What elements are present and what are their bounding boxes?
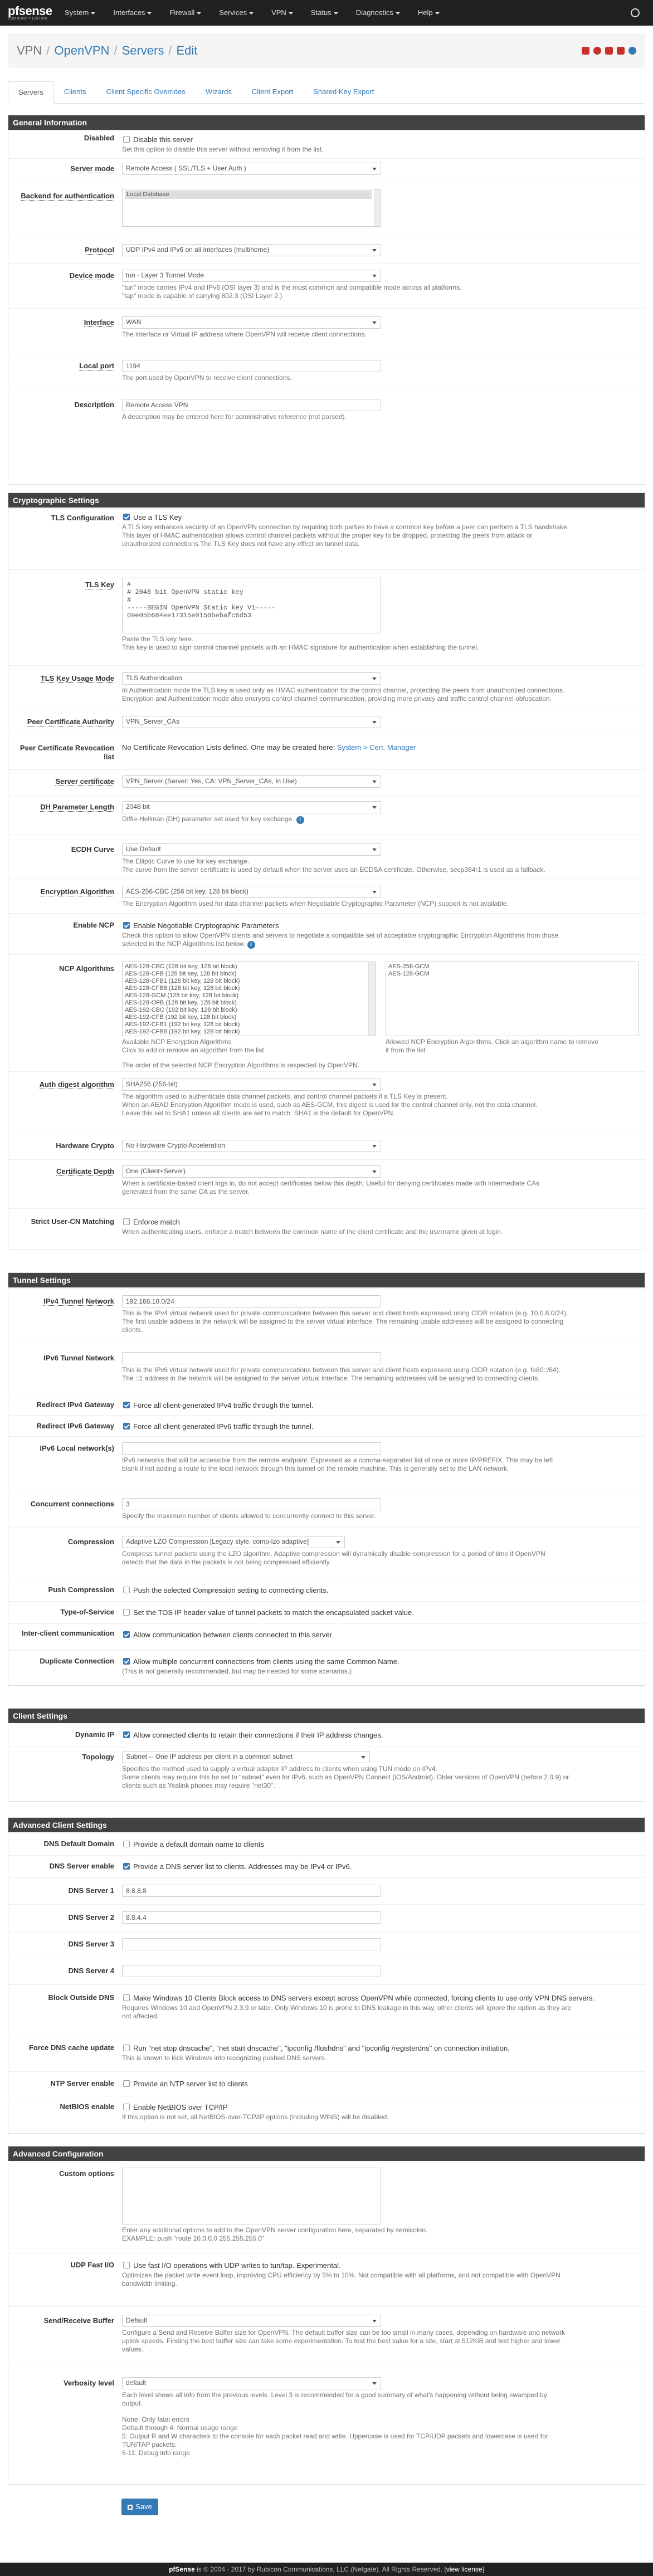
crl-text: No Certificate Revocation Lists defined. One may be created here: xyxy=(122,743,337,752)
peer-ca-label: Peer Certificate Authority xyxy=(27,718,114,726)
help-text: If this option is not set, all NetBIOS-over-TCP/IP options (including WINS) will be disabled. xyxy=(122,2113,389,2121)
footer-copyright: is © 2004 - 2017 by Rubicon Communications, LLC (Netgate). All Rights Reserved. [ xyxy=(194,2565,446,2573)
caret-down-icon xyxy=(197,12,201,14)
save-icon xyxy=(128,2505,133,2510)
description-input[interactable] xyxy=(122,399,381,411)
scrollbar[interactable] xyxy=(368,962,375,1036)
save-button[interactable]: Save xyxy=(121,2499,158,2515)
help-text: This key is used to sign control channel packets with an HMAC signature for authentication when establishing the tunnel. xyxy=(122,643,479,651)
view-license-link[interactable]: view license xyxy=(446,2565,483,2573)
server-mode-select[interactable]: Remote Access ( SSL/TLS + User Auth ) xyxy=(122,163,381,175)
peer-crl-label: Peer Certificate Revocation list xyxy=(20,744,114,761)
interface-label: Interface xyxy=(84,318,114,326)
device-mode-select[interactable]: tun - Layer 3 Tunnel Mode xyxy=(122,270,381,282)
help-text: Default through 4: Normal usage range xyxy=(122,2424,238,2432)
ipv4-tunnel-label: IPv4 Tunnel Network xyxy=(43,1297,114,1305)
help-icon[interactable] xyxy=(628,47,636,55)
help-text: This layer of HMAC authentication allows control channel packets without the proper key to be dropped, protecting the peers from attack or xyxy=(122,531,533,539)
help-text: A description may be entered here for administrative reference (not parsed). xyxy=(122,413,347,421)
caret-down-icon xyxy=(334,12,338,14)
server-certificate-label: Server certificate xyxy=(55,777,114,786)
ipv6-local-network-label: IPv6 Local network(s) xyxy=(40,1444,114,1452)
caret-down-icon xyxy=(396,12,400,14)
hardware-crypto-label: Hardware Crypto xyxy=(56,1141,114,1150)
server-mode-label: Server mode xyxy=(70,164,114,173)
sliders-icon[interactable] xyxy=(582,47,589,55)
dns-server-4-label: DNS Server 4 xyxy=(68,1967,114,1975)
compression-label: Compression xyxy=(67,1538,114,1546)
client-settings-panel xyxy=(8,1708,645,1802)
block-outside-dns-checkbox[interactable]: Make Windows 10 Clients Block access to DNS servers except across OpenVPN while connected, forcing clients to use only VPN DNS servers. xyxy=(122,1994,639,2002)
help-text: The Encryption Algorithm used for data channel packets when Negotiable Cryptographic Parameter (NCP) support is not available. xyxy=(122,900,509,908)
ipv6-tunnel-input[interactable] xyxy=(122,1352,381,1364)
dns-server-1-label: DNS Server 1 xyxy=(68,1886,114,1895)
caret-down-icon xyxy=(147,12,152,14)
ncp-allowed-option[interactable]: AES-128-GCM xyxy=(388,970,430,977)
help-text: values. xyxy=(122,2345,144,2353)
help-text: The first usable address in the network will be assigned to the server virtual interface. The remaining usable addresses will be assigned to connecting xyxy=(122,1318,564,1325)
help-text: The order of the selected NCP Encryption Algorithms is respected by OpenVPN. xyxy=(122,1061,359,1069)
backend-label: Backend for authentication xyxy=(21,192,114,200)
tab-clients[interactable]: Clients xyxy=(64,87,86,96)
caret-down-icon xyxy=(91,12,95,14)
netbios-enable-checkbox[interactable]: Enable NetBIOS over TCP/IP xyxy=(122,2103,639,2111)
panel-title: Advanced Configuration xyxy=(8,2146,645,2161)
auth-digest-label: Auth digest algorithm xyxy=(39,1080,114,1089)
help-text: "tap" mode is capable of carrying 802.3 (OSI Layer 2.) xyxy=(122,292,282,300)
redirect-ipv6-label: Redirect IPv6 Gateway xyxy=(36,1422,114,1430)
enable-ncp-label: Enable NCP xyxy=(73,921,114,929)
type-of-service-label: Type-of-Service xyxy=(60,1608,114,1616)
ncp-allowed-list[interactable] xyxy=(386,962,639,1036)
dns-server-enable-checkbox[interactable]: Provide a DNS server list to clients. Addresses may be IPv4 or IPv6. xyxy=(122,1862,639,1871)
backend-listbox[interactable] xyxy=(122,189,381,227)
type-of-service-checkbox[interactable]: Set the TOS IP header value of tunnel packets to match the encapsulated packet value. xyxy=(122,1608,639,1617)
help-text: TUN/TAP packets. xyxy=(122,2441,177,2448)
ncp-option[interactable]: AES-128-GCM (128 bit key, 128 bit block) xyxy=(125,992,238,999)
top-navbar xyxy=(0,0,653,26)
help-text: Paste the TLS key here. xyxy=(122,635,194,643)
custom-options-textarea[interactable] xyxy=(122,2168,381,2224)
ncp-option[interactable]: AES-128-CFB (128 bit key, 128 bit block) xyxy=(125,970,237,977)
help-text: Specifies the method used to supply a virtual adapter IP address to clients when using TUN mode on IPv4. xyxy=(122,1765,437,1773)
help-text: The ::1 address in the network will be assigned to the server virtual interface. The remaining addresses will be assigned to connecting clients. xyxy=(122,1374,540,1382)
tab-shared-key-export[interactable]: Shared Key Export xyxy=(313,87,374,96)
help-text: blank if not adding a route to the local network through this tunnel on the remote machine. This is generally set to the LAN network. xyxy=(122,1465,509,1472)
device-mode-label: Device mode xyxy=(69,271,114,280)
tls-key-textarea[interactable]: # # 2048 bit OpenVPN static key # -----BEGIN OpenVPN Static key V1----- 09e05b684ee17315e0150bebafc6d53 xyxy=(122,578,381,633)
help-text: Encryption and Authentication mode also encrypts control channel communication, providing more privacy and traffic control channel obfuscation. xyxy=(122,695,552,702)
tunnel-settings-panel xyxy=(8,1272,645,1686)
help-text: When authenticating users, enforce a match between the common name of the client certificate and the username given at login. xyxy=(122,1228,503,1236)
info-icon[interactable]: i xyxy=(247,941,255,949)
main-menu xyxy=(56,0,449,26)
logo-edition: COMMUNITY EDITION xyxy=(8,17,48,21)
advanced-client-settings-panel xyxy=(8,1817,645,2134)
help-text: Compress tunnel packets using the LZO algorithm. Adaptive compression will dynamically disable compression for a period of time if OpenVPN xyxy=(122,1550,545,1558)
ncp-option[interactable]: AES-128-CFB1 (128 bit key, 128 bit block) xyxy=(125,978,240,984)
tls-key-usage-select[interactable]: TLS Authentication xyxy=(122,672,381,685)
help-text: Enter any additional options to add to the OpenVPN server configuration here, separated by semicolon. xyxy=(122,2226,428,2234)
dynamic-ip-label: Dynamic IP xyxy=(75,1730,114,1739)
ipv6-local-network-input[interactable] xyxy=(122,1442,381,1455)
dns-default-domain-label: DNS Default Domain xyxy=(43,1840,114,1848)
tab-client-export[interactable]: Client Export xyxy=(251,87,294,96)
topology-select[interactable]: Subnet -- One IP address per client in a common subnet xyxy=(122,1751,370,1763)
cert-manager-link[interactable]: System > Cert. Manager xyxy=(337,743,416,752)
help-text: Requires Windows 10 and OpenVPN 2.3.9 or later. Only Windows 10 is prone to DNS leakage in this way, other clients will ignore the option as they are xyxy=(122,2004,572,2012)
tls-key-label: TLS Key xyxy=(85,580,114,589)
help-text: bandwidth limiting. xyxy=(122,2280,177,2287)
send-receive-buffer-label: Send/Receive Buffer xyxy=(43,2316,114,2325)
breadcrumb-openvpn[interactable]: OpenVPN xyxy=(54,43,110,57)
help-text: Specify the maximum number of clients allowed to concurrently connect to this server. xyxy=(122,1512,376,1520)
protocol-select[interactable]: UDP IPv4 and IPv6 on all interfaces (multihome) xyxy=(122,244,381,256)
push-compression-label: Push Compression xyxy=(48,1585,114,1594)
tab-bar xyxy=(8,81,645,104)
help-text: Optimizes the packet write event loop, improving CPU efficiency by 5% to 10%. Not compatible with all platforms, and not compatible with OpenVPN xyxy=(122,2271,561,2279)
description-label: Description xyxy=(74,401,114,409)
ncp-option[interactable]: AES-128-OFB (128 bit key, 128 bit block) xyxy=(125,999,237,1006)
dns-server-2-input[interactable] xyxy=(122,1911,381,1924)
concurrent-connections-input[interactable] xyxy=(122,1498,381,1510)
interface-select[interactable]: WAN xyxy=(122,316,381,329)
disable-server-checkbox[interactable]: Disable this server xyxy=(122,135,639,144)
help-text: This is the IPv6 virtual network used for private communications between this server and client hosts expressed using CIDR notation (e.g. fe80::/64). xyxy=(122,1366,561,1374)
advanced-configuration-panel xyxy=(8,2146,645,2485)
help-text: Click to add or remove an algorithm from the list xyxy=(122,1046,264,1054)
concurrent-connections-label: Concurrent connections xyxy=(30,1500,114,1508)
strict-cn-label: Strict User-CN Matching xyxy=(31,1217,114,1226)
help-text: Check this option to allow OpenVPN clients and servers to negotiate a compatible set of acceptable cryptographic Encryption Algorithms from those xyxy=(122,931,559,939)
panel-title: Tunnel Settings xyxy=(8,1273,645,1287)
list-icon[interactable] xyxy=(605,47,613,55)
help-text: Leave this set to SHA1 unless all clients are set to match. SHA1 is the default for OpenVPN. xyxy=(122,1109,395,1117)
dns-server-enable-label: DNS Server enable xyxy=(49,1862,114,1870)
udp-fast-io-label: UDP Fast I/O xyxy=(70,2261,114,2269)
ncp-option[interactable]: AES-192-CBC (192 bit key, 128 bit block) xyxy=(125,1007,237,1013)
help-text: A TLS key enhances security of an OpenVPN connection by requiring both parties to have a common key before a peer can perform a TLS handshake. xyxy=(122,523,569,531)
duplicate-connection-label: Duplicate Connection xyxy=(40,1657,114,1665)
help-text: When a certificate-based client logs in, do not accept certificates below this depth. Useful for denying certificates made with intermediate CAs xyxy=(122,1179,540,1187)
encryption-algorithm-label: Encryption Algorithm xyxy=(40,887,114,896)
topology-label: Topology xyxy=(82,1753,114,1761)
ecdh-curve-label: ECDH Curve xyxy=(71,845,114,853)
enable-ncp-checkbox[interactable]: Enable Negotiable Cryptographic Parameters xyxy=(122,921,639,930)
help-text: output. xyxy=(122,2399,143,2407)
logo-part-b: sense xyxy=(18,4,52,18)
breadcrumb: VPN / OpenVPN / Servers / Edit xyxy=(8,33,645,68)
help-text: The Elliptic Curve to use for key exchange. xyxy=(122,857,250,865)
udp-fast-io-checkbox[interactable]: Use fast I/O operations with UDP writes to tun/tap. Experimental. xyxy=(122,2261,639,2270)
peer-ca-select[interactable]: VPN_Server_CAs xyxy=(122,716,381,728)
help-text: 5: Output R and W characters to the console for each packet read and write. Uppercase is used for TCP/UDP packets and lowercase is used for xyxy=(122,2432,548,2440)
help-text: Set this option to disable this server without removing it from the list. xyxy=(122,145,324,153)
ntp-server-enable-checkbox[interactable]: Provide an NTP server list to clients xyxy=(122,2080,639,2088)
tls-key-usage-label: TLS Key Usage Mode xyxy=(40,674,114,682)
menu-status[interactable]: Status xyxy=(302,0,347,26)
dns-server-3-label: DNS Server 3 xyxy=(68,1940,114,1948)
help-text: None: Only fatal errors xyxy=(122,2416,189,2423)
protocol-label: Protocol xyxy=(85,246,114,254)
help-text: In Authentication mode the TLS key is used only as HMAC authentication for the control channel, protecting the peers from unauthorized connections. xyxy=(122,686,565,694)
encryption-algorithm-select[interactable]: AES-256-CBC (256 bit key, 128 bit block) xyxy=(122,886,381,898)
help-text: The curve from the server certificate is used by default when the server uses an ECDSA certificate. Otherwise, secp384r1 is used as a fallback. xyxy=(122,866,545,874)
footer xyxy=(0,2563,653,2576)
help-text: Some clients may require this be set to "subnet" even for IPv6, such as OpenVPN Connect (iOS/Android). Older versions of OpenVPN (before 2.0.9) or xyxy=(122,1773,569,1781)
block-outside-dns-label: Block Outside DNS xyxy=(48,1993,114,2002)
logo-part-a: pf xyxy=(8,4,19,18)
help-text: selected in the NCP Algorithms list below. xyxy=(122,940,245,948)
verbosity-level-select[interactable]: default xyxy=(122,2377,381,2389)
panel-title: Cryptographic Settings xyxy=(8,493,645,508)
help-text: clients. xyxy=(122,1326,143,1334)
local-port-input[interactable] xyxy=(122,360,381,372)
breadcrumb-edit[interactable]: Edit xyxy=(176,43,198,57)
ncp-option[interactable]: AES-128-CFB8 (128 bit key, 128 bit block) xyxy=(125,985,240,992)
ncp-option[interactable]: AES-192-CFB1 (192 bit key, 128 bit block) xyxy=(125,1021,240,1028)
menu-help[interactable]: Help xyxy=(409,0,449,26)
ncp-allowed-option[interactable]: AES-256-GCM xyxy=(388,963,430,970)
logout-icon[interactable] xyxy=(631,8,640,17)
help-text: uplink speeds. Finding the best buffer size can take some experimentation. To test the best value for a site, start at 512KiB and test higher and lower xyxy=(122,2337,561,2345)
help-text: Each level shows all info from the previous levels. Level 3 is recommended for a good summary of what's happening without being swamped by xyxy=(122,2391,547,2399)
ncp-option[interactable]: AES-192-CFB (192 bit key, 128 bit block) xyxy=(125,1014,237,1021)
menu-firewall[interactable]: Firewall xyxy=(160,0,210,26)
footer-brand: pfSense xyxy=(169,2565,195,2573)
help-text: it from the list xyxy=(386,1046,426,1054)
redirect-ipv4-checkbox[interactable]: Force all client-generated IPv4 traffic through the tunnel. xyxy=(122,1401,639,1409)
help-text: (This is not generally recommended, but may be needed for some scenarios.) xyxy=(122,1667,352,1675)
caret-down-icon xyxy=(289,12,293,14)
hardware-crypto-select[interactable]: No Hardware Crypto Acceleration xyxy=(122,1140,381,1152)
info-icon[interactable]: i xyxy=(296,816,304,824)
ncp-available-list[interactable] xyxy=(122,962,376,1036)
dns-server-1-input[interactable] xyxy=(122,1885,381,1897)
dns-default-domain-checkbox[interactable]: Provide a default domain name to clients xyxy=(122,1840,639,1848)
compression-select[interactable]: Adaptive LZO Compression [Legacy style, comp-lzo adaptive] xyxy=(122,1536,345,1548)
ipv4-tunnel-input[interactable] xyxy=(122,1295,381,1307)
inter-client-label: Inter-client communication xyxy=(21,1629,114,1637)
tab-client-specific-overrides[interactable]: Client Specific Overrides xyxy=(106,87,186,96)
ncp-algorithms-label: NCP Algorithms xyxy=(59,964,114,973)
help-text: IPv6 networks that will be accessible from the remote endpoint. Expressed as a comma-separated list of one or more IP/PREFIX. This may be left xyxy=(122,1456,553,1464)
help-text: detects that the data in the packets is not being compressed efficiently. xyxy=(122,1558,332,1566)
certificate-depth-label: Certificate Depth xyxy=(56,1167,114,1175)
tls-configuration-label: TLS Configuration xyxy=(51,514,114,522)
caret-down-icon xyxy=(435,12,440,14)
menu-diagnostics[interactable]: Diagnostics xyxy=(347,0,409,26)
redirect-ipv4-label: Redirect IPv4 Gateway xyxy=(36,1401,114,1409)
ncp-option[interactable]: AES-192-CFB8 (192 bit key, 128 bit block) xyxy=(125,1028,240,1035)
pfsense-logo[interactable] xyxy=(0,0,50,26)
ntp-server-enable-label: NTP Server enable xyxy=(50,2079,114,2087)
help-text: 6-11: Debug info range xyxy=(122,2449,190,2457)
netbios-enable-label: NetBIOS enable xyxy=(60,2102,114,2111)
verbosity-level-label: Verbosity level xyxy=(63,2379,114,2387)
help-text: Configure a Send and Receive Buffer size for OpenVPN. The default buffer size can be too small in many cases, depending on hardware and network xyxy=(122,2329,566,2336)
auth-digest-select[interactable]: SHA256 (256-bit) xyxy=(122,1079,381,1091)
menu-vpn[interactable]: VPN xyxy=(262,0,302,26)
help-text: The algorithm used to authenticate data channel packets, and control channel packets if a TLS Key is present. xyxy=(122,1092,448,1100)
tab-servers[interactable]: Servers xyxy=(8,81,54,104)
ipv6-tunnel-label: IPv6 Tunnel Network xyxy=(43,1354,114,1362)
force-dns-cache-label: Force DNS cache update xyxy=(28,2043,114,2052)
help-text: When an AEAD Encryption Algorithm mode is used, such as AES-GCM, this digest is used for the control channel only, not the data channel. xyxy=(122,1101,538,1109)
help-text: EXAMPLE: push "route 10.0.0.0 255.255.255.0" xyxy=(122,2235,265,2242)
use-tls-key-checkbox[interactable]: Use a TLS Key xyxy=(122,513,639,521)
ecdh-curve-select[interactable]: Use Default xyxy=(122,843,381,856)
breadcrumb-vpn: VPN xyxy=(17,43,42,57)
footer-end: ] xyxy=(482,2565,484,2573)
panel-title: Client Settings xyxy=(8,1709,645,1723)
help-text: clients such as Yealink phones may require "net30". xyxy=(122,1782,275,1789)
dynamic-ip-checkbox[interactable]: Allow connected clients to retain their connections if their IP address changes. xyxy=(122,1731,639,1739)
scrollbar[interactable] xyxy=(374,189,381,226)
disabled-label: Disabled xyxy=(84,134,114,142)
cryptographic-settings-panel xyxy=(8,492,645,1250)
send-receive-buffer-select[interactable]: Default xyxy=(122,2315,381,2327)
local-port-label: Local port xyxy=(79,362,114,370)
dns-server-4-input[interactable] xyxy=(122,1965,381,1977)
gauge-icon[interactable] xyxy=(593,47,601,55)
menu-interfaces[interactable]: Interfaces xyxy=(104,0,160,26)
help-text: This is known to kick Windows into recognizing pushed DNS servers. xyxy=(122,2054,326,2062)
help-text: Diffie-Hellman (DH) parameter set used for key exchange. xyxy=(122,815,294,823)
server-certificate-select[interactable]: VPN_Server (Server: Yes, CA: VPN_Server_CAs, In Use) xyxy=(122,775,381,788)
chart-icon[interactable] xyxy=(617,47,625,55)
duplicate-connection-checkbox[interactable]: Allow multiple concurrent connections from clients using the same Common Name. xyxy=(122,1657,639,1666)
help-text: generated from the same CA as the server. xyxy=(122,1188,250,1196)
inter-client-checkbox[interactable]: Allow communication between clients connected to this server xyxy=(122,1631,639,1639)
force-dns-cache-checkbox[interactable]: Run "net stop dnscache", "net start dnscache", "ipconfig /flushdns" and "ipconfig /registerdns" on connection initiation. xyxy=(122,2044,639,2052)
breadcrumb-servers[interactable]: Servers xyxy=(121,43,164,57)
panel-title: General Information xyxy=(8,115,645,130)
help-text: The interface or Virtual IP address where OpenVPN will receive client connections. xyxy=(122,330,367,338)
help-text: The port used by OpenVPN to receive client connections. xyxy=(122,374,292,382)
dns-server-2-label: DNS Server 2 xyxy=(68,1913,114,1921)
backend-option[interactable]: Local Database xyxy=(125,191,372,199)
enforce-match-checkbox[interactable]: Enforce match xyxy=(122,1218,639,1226)
caret-down-icon xyxy=(249,12,254,14)
dh-length-label: DH Parameter Length xyxy=(40,803,114,811)
redirect-ipv6-checkbox[interactable]: Force all client-generated IPv6 traffic through the tunnel. xyxy=(122,1422,639,1431)
menu-services[interactable]: Services xyxy=(210,0,262,26)
help-text: not affected. xyxy=(122,2012,159,2020)
menu-system[interactable]: System xyxy=(56,0,104,26)
general-information-panel xyxy=(8,115,645,485)
help-text: Available NCP Encryption Algorithms xyxy=(122,1038,232,1046)
ncp-option[interactable]: AES-128-CBC (128 bit key, 128 bit block) xyxy=(125,963,237,970)
help-text: This is the IPv4 virtual network used for private communications between this server and client hosts expressed using CIDR notation (e.g. 10.0.8.0/24). xyxy=(122,1309,568,1317)
certificate-depth-select[interactable]: One (Client+Server) xyxy=(122,1165,381,1178)
custom-options-label: Custom options xyxy=(59,2169,114,2178)
dh-length-select[interactable]: 2048 bit xyxy=(122,801,381,813)
tab-wizards[interactable]: Wizards xyxy=(205,87,232,96)
dns-server-3-input[interactable] xyxy=(122,1938,381,1950)
help-text: Allowed NCP Encryption Algorithms. Click an algorithm name to remove xyxy=(386,1038,598,1046)
help-text: unauthorized connections.The TLS Key does not have any effect on tunnel data. xyxy=(122,540,360,548)
panel-title: Advanced Client Settings xyxy=(8,1818,645,1832)
push-compression-checkbox[interactable]: Push the selected Compression setting to connecting clients. xyxy=(122,1586,639,1594)
help-text: "tun" mode carries IPv4 and IPv6 (OSI layer 3) and is the most common and compatible mode across all platforms. xyxy=(122,284,462,291)
